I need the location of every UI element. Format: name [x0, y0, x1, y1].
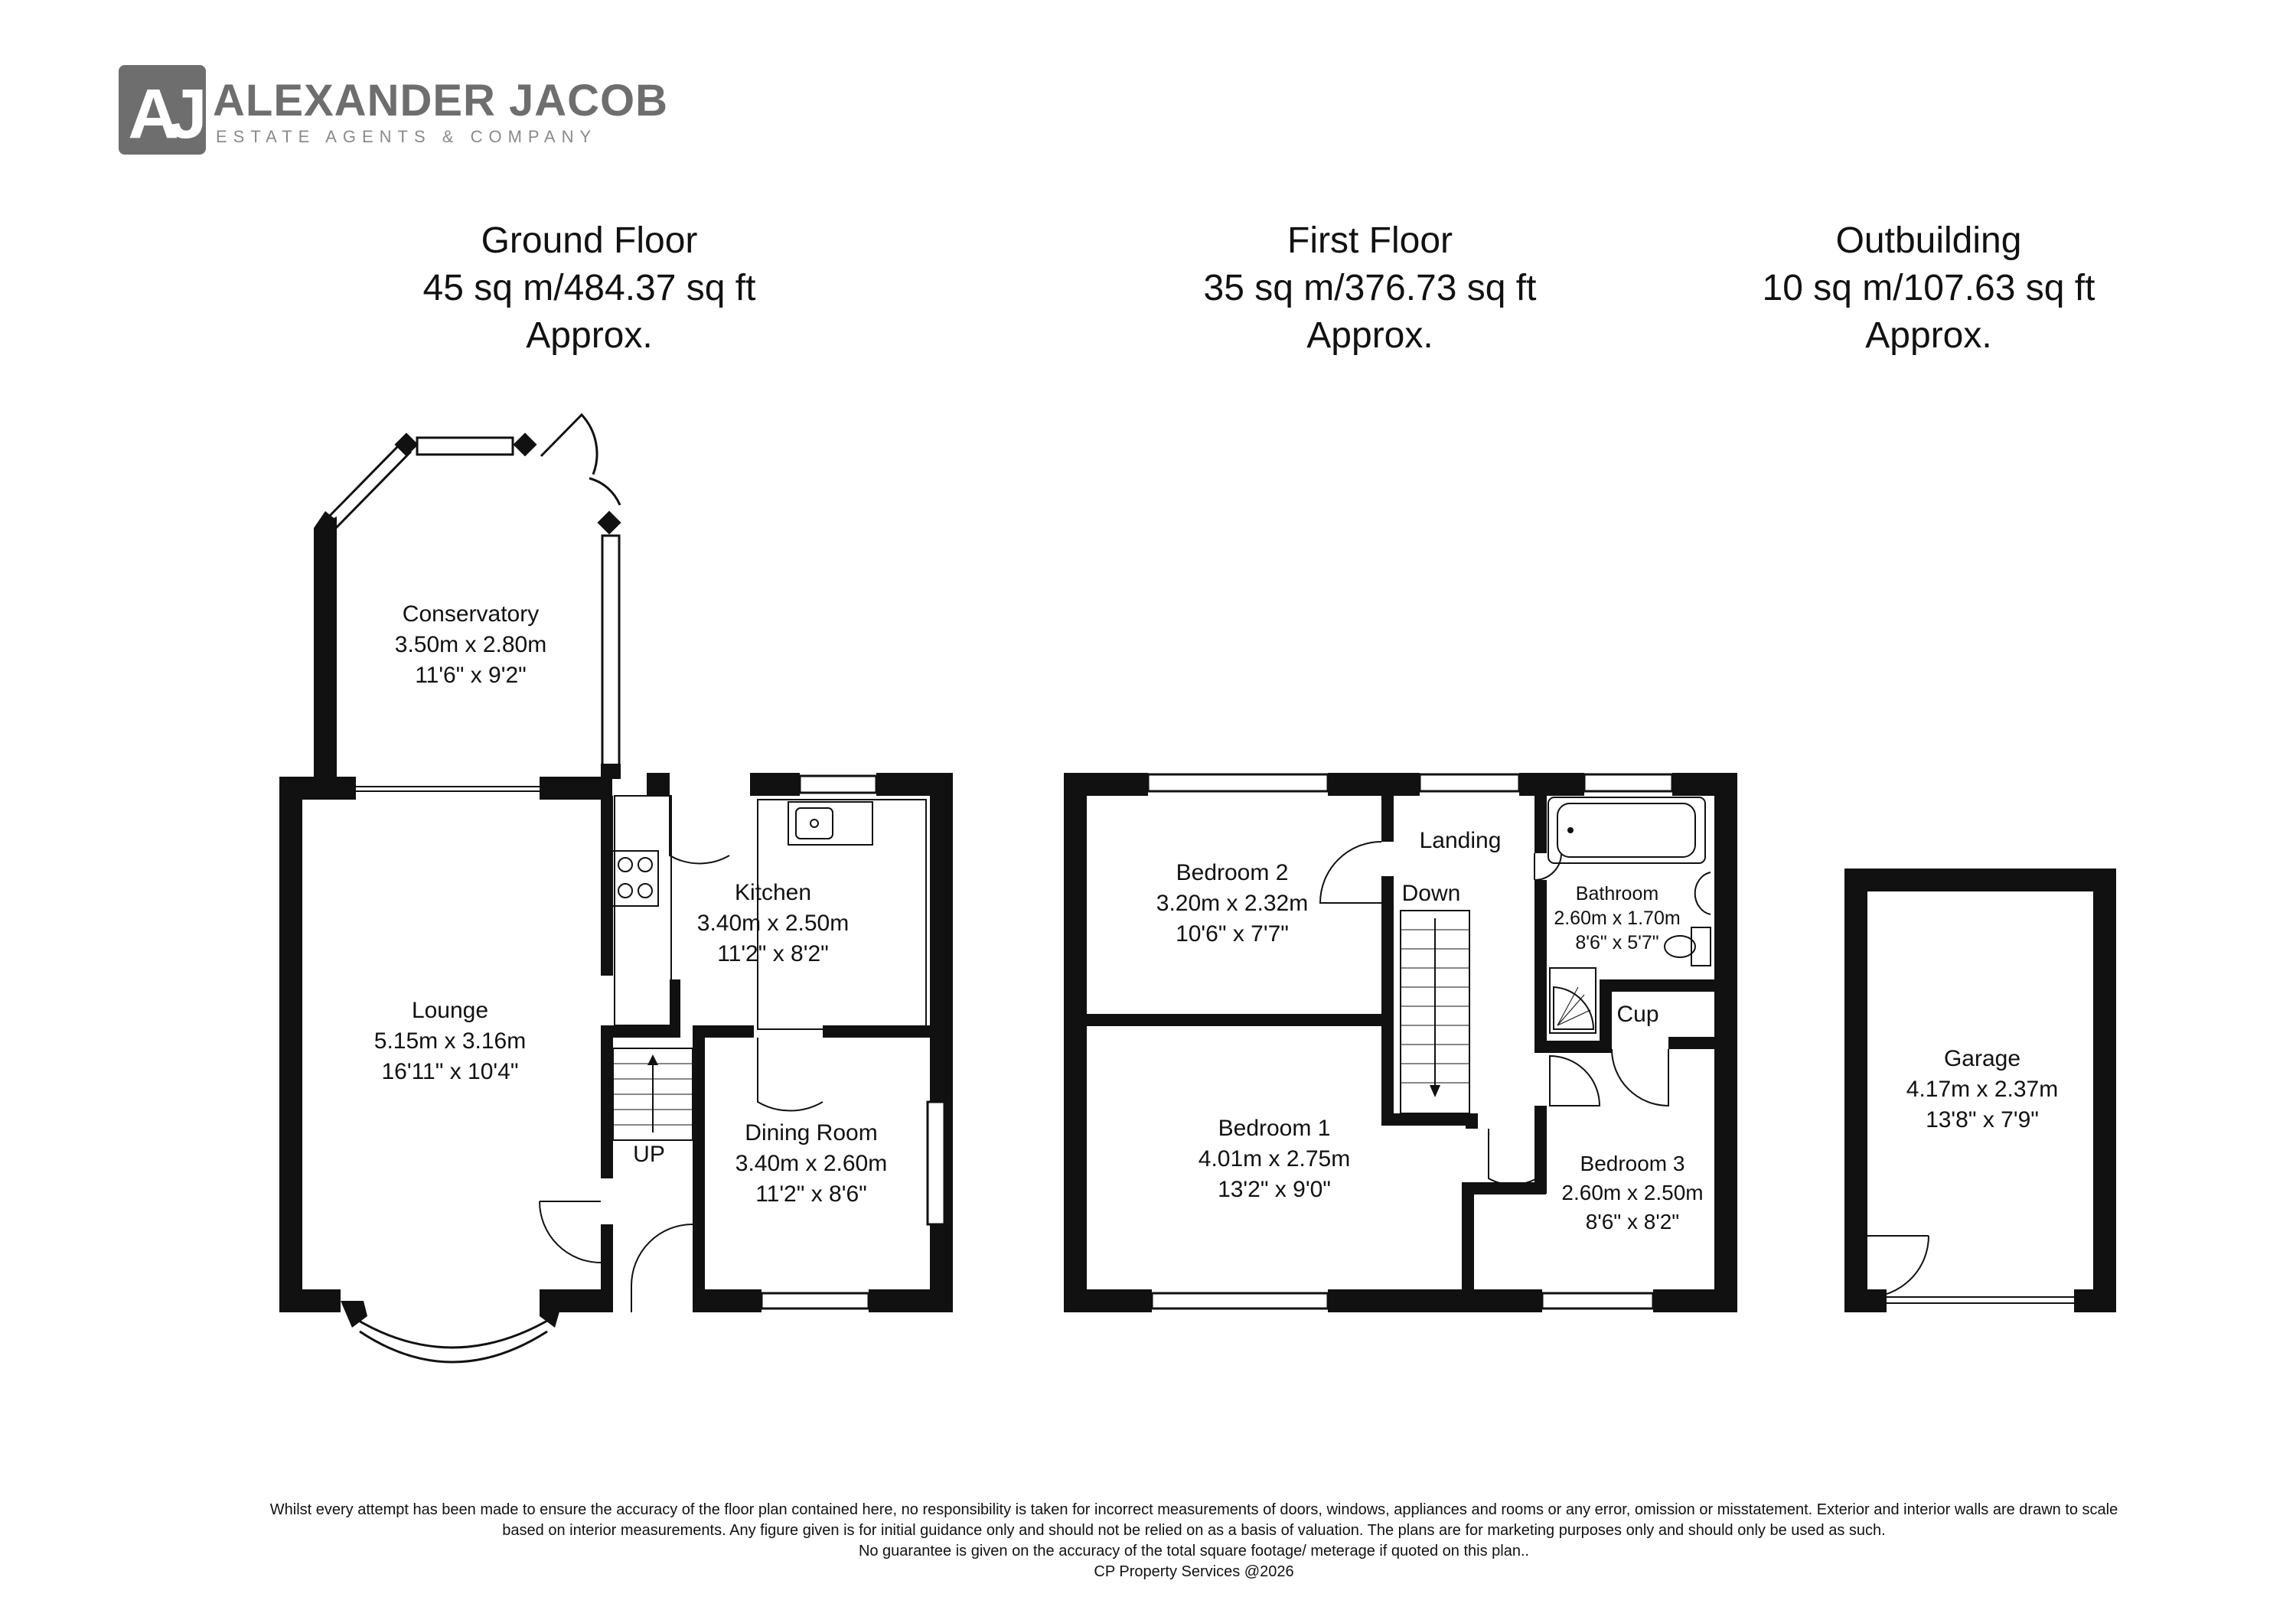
room-metric: 2.60m x 2.50m: [1561, 1181, 1704, 1204]
toilet-icon: [1691, 927, 1711, 966]
room-name: Bedroom 2: [1176, 860, 1289, 885]
first-floor-approx: Approx.: [1306, 315, 1433, 356]
conservatory-post: [394, 432, 418, 456]
dining-door: [758, 1038, 823, 1111]
stairs-up: [613, 1048, 693, 1140]
conservatory-structure: [314, 415, 621, 779]
ground-floor-title: Ground Floor: [481, 220, 698, 261]
copyright-line: CP Property Services @2026: [1094, 1563, 1294, 1580]
room-imperial: 8'6" x 5'7": [1575, 932, 1659, 953]
conservatory-angled-window: [325, 442, 402, 520]
bedroom2-window: [1148, 774, 1328, 791]
room-imperial: 10'6" x 7'7": [1176, 921, 1289, 947]
outbuilding-area: 10 sq m/107.63 sq ft: [1762, 268, 2095, 308]
ground-floor-approx: Approx.: [526, 315, 653, 356]
basin-icon: [1695, 872, 1711, 914]
outbuilding-approx: Approx.: [1865, 315, 1992, 356]
cupboard-label: Cup: [1616, 1002, 1659, 1027]
conservatory-west-wall: [314, 517, 337, 779]
bedroom1-window: [1152, 1293, 1328, 1309]
room-name: Garage: [1943, 1046, 2021, 1071]
room-imperial: 11'2" x 8'6": [755, 1181, 867, 1207]
brand-logo-letters: AJ: [128, 75, 197, 153]
bedroom3-window: [1542, 1293, 1653, 1309]
outbuilding-title: Outbuilding: [1835, 220, 2022, 261]
room-metric: 3.50m x 2.80m: [394, 632, 547, 657]
front-door: [631, 1224, 693, 1312]
room-name: Bathroom: [1575, 883, 1659, 904]
stairs-down-label: Down: [1401, 881, 1461, 906]
kitchen-door: [670, 796, 729, 863]
stairs-down: [1381, 911, 1477, 1126]
conservatory-french-door: [541, 415, 597, 474]
room-imperial: 11'2" x 8'2": [717, 941, 829, 966]
landing-window: [1420, 774, 1519, 791]
room-name: Conservatory: [402, 601, 540, 627]
conservatory-post: [513, 432, 536, 456]
dining-side-window: [928, 1102, 944, 1224]
dining-window: [762, 1293, 869, 1309]
kitchen-window: [800, 776, 876, 793]
brand-name: ALEXANDER JACOB: [213, 76, 669, 125]
disclaimer-line: Whilst every attempt has been made to ensure the accuracy of the floor plan contained here, no responsibility is taken for incorrect measurements of doors, windows, appliances and rooms or any error, omission or misstatement. Exterior and interior walls are drawn to scale: [269, 1501, 2118, 1518]
room-metric: 4.17m x 2.37m: [1906, 1077, 2059, 1102]
room-metric: 4.01m x 2.75m: [1198, 1146, 1351, 1172]
ground-floor-area: 45 sq m/484.37 sq ft: [422, 268, 756, 308]
room-name: Lounge: [411, 998, 489, 1023]
brand-tagline: ESTATE AGENTS & COMPANY: [216, 127, 598, 146]
room-imperial: 16'11" x 10'4": [381, 1059, 519, 1084]
conservatory-east-window: [602, 536, 619, 765]
ground-interior-walls: [601, 796, 953, 1312]
bedroom3-door: [1550, 1056, 1600, 1106]
disclaimer: [153, 1500, 2235, 1582]
first-floor-title: First Floor: [1287, 220, 1453, 261]
room-name: Dining Room: [745, 1120, 878, 1146]
conservatory-post: [597, 510, 621, 534]
stairs-up-label: UP: [633, 1142, 665, 1167]
room-imperial: 13'8" x 7'9": [1926, 1107, 2039, 1133]
bedroom2-door: [1320, 842, 1381, 903]
disclaimer-line: based on interior measurements. Any figure given is for initial guidance only and should not be relied on as a basis of valuation. The plans are for marketing purposes only and should only be used as such.: [502, 1522, 1886, 1539]
room-metric: 3.40m x 2.60m: [735, 1151, 888, 1176]
room-imperial: 13'2" x 9'0": [1218, 1177, 1331, 1202]
room-metric: 3.40m x 2.50m: [696, 911, 850, 936]
conservatory-top-window: [417, 438, 513, 455]
hob-icon: [612, 851, 658, 906]
disclaimer-line: No guarantee is given on the accuracy of the total square footage/ meterage if quoted on this plan..: [858, 1543, 1530, 1559]
room-imperial: 8'6" x 8'2": [1585, 1210, 1680, 1234]
room-metric: 3.20m x 2.32m: [1156, 891, 1309, 916]
room-name: Bedroom 3: [1580, 1152, 1685, 1175]
room-metric: 5.15m x 3.16m: [373, 1028, 527, 1054]
shower-icon: [1550, 968, 1596, 1033]
garage-side-door: [1867, 1236, 1929, 1297]
room-metric: 2.60m x 1.70m: [1554, 908, 1681, 929]
lounge-door: [540, 1201, 601, 1263]
ground-floor-plan: [279, 415, 953, 1362]
room-name: Kitchen: [734, 880, 812, 905]
bathroom-window: [1584, 774, 1672, 791]
landing-label: Landing: [1419, 828, 1502, 853]
cupboard-door: [1612, 1049, 1668, 1106]
room-imperial: 11'6" x 9'2": [415, 663, 527, 688]
room-name: Bedroom 1: [1218, 1116, 1331, 1141]
first-floor-area: 35 sq m/376.73 sq ft: [1203, 268, 1537, 308]
bedroom1-door: [1489, 1129, 1537, 1185]
